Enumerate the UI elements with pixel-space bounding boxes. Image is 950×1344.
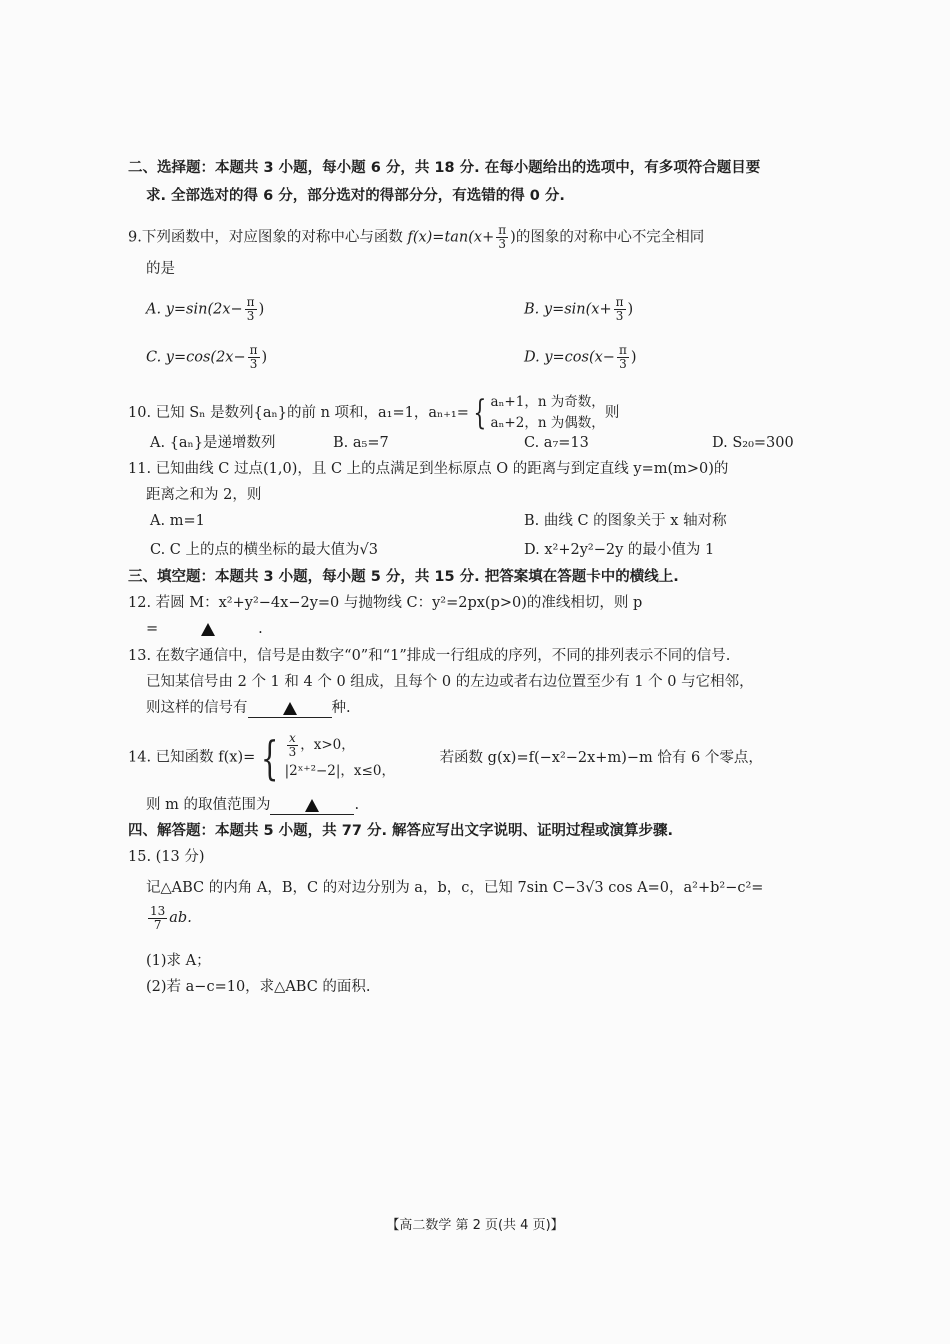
- section4-heading: 四、解答题：本题共 5 小题，共 77 分. 解答应写出文字说明、证明过程或演算步骤.: [128, 823, 674, 839]
- q14-case1-cond: ，x>0，: [300, 737, 355, 753]
- q10-stem: [128, 392, 619, 434]
- q9-option-c[interactable]: [146, 344, 267, 371]
- q9-option-c-frac: [248, 344, 260, 371]
- q14-cases: [285, 732, 395, 783]
- q11-option-d[interactable]: D. x²+2y²−2y 的最小值为 1: [524, 542, 715, 558]
- q9-option-b-frac: [614, 296, 626, 323]
- triangle-icon: [283, 702, 297, 715]
- q10-text-a: 10. 已知 Sₙ 是数列{aₙ}的前 n 项和，a₁=1，aₙ₊₁=: [128, 405, 469, 421]
- q14-case1: [285, 732, 395, 759]
- q9-option-a-post: ): [258, 301, 265, 318]
- q9-frac-den: 3: [498, 237, 507, 251]
- q10-option-a[interactable]: A. {aₙ}是递增数列: [150, 435, 276, 451]
- q9-option-b-num: π: [615, 295, 624, 309]
- q9-option-b-post: ): [627, 301, 634, 318]
- q9-option-d-pre: D. y=cos(x−: [524, 349, 615, 366]
- q9-option-b-den: 3: [615, 309, 624, 323]
- q14-case1-frac: [287, 732, 299, 759]
- q11-line1: 11. 已知曲线 C 过点(1,0)，且 C 上的点满足到坐标原点 O 的距离与到定直线 y=m(m>0)的: [128, 461, 729, 477]
- q9-option-a-num: π: [246, 295, 255, 309]
- q9-option-d-den: 3: [619, 357, 627, 371]
- q15-header: 15. (13 分): [128, 849, 205, 865]
- q13-line3: [146, 698, 351, 718]
- q14-stem: [128, 732, 763, 783]
- q14-line2: [146, 795, 359, 815]
- q9-option-c-post: ): [261, 349, 268, 366]
- q9-number: 9.: [128, 229, 142, 246]
- q10-cases: [491, 392, 605, 434]
- q15-frac-num: 13: [150, 903, 166, 918]
- q9-stem-cont: 的是: [146, 261, 175, 277]
- q13-line1: 13. 在数字通信中，信号是由数字“0”和“1”排成一行组成的序列，不同的排列表示不同的信号.: [128, 648, 731, 664]
- q9-func: f(x)=tan(x+: [407, 229, 495, 246]
- q15-part1: (1)求 A；: [146, 953, 211, 969]
- q11-option-a[interactable]: A. m=1: [150, 513, 205, 529]
- q9-option-b-pre: B. y=sin(x+: [524, 301, 612, 318]
- q14-brace: {: [261, 730, 279, 785]
- q9-option-a-den: 3: [246, 309, 255, 323]
- q12-line1: 12. 若圆 M：x²+y²−4x−2y=0 与抛物线 C：y²=2px(p>0)的准线相切，则 p: [128, 595, 643, 611]
- triangle-icon: [201, 623, 215, 636]
- section2-heading-line1: 二、选择题：本题共 3 小题，每小题 6 分，共 18 分. 在每小题给出的选项中，有多项符合题目要: [128, 160, 761, 176]
- q15-frac-post: ab.: [169, 910, 192, 926]
- q15-frac: [148, 905, 167, 932]
- q9-option-a-frac: [245, 296, 257, 323]
- q9-option-d-num: π: [618, 343, 627, 357]
- q9-stem: [128, 224, 704, 251]
- q9-text-a: 下列函数中，对应图象的对称中心与函数: [141, 229, 403, 246]
- section2-heading-line2: 求. 全部选对的得 6 分，部分选对的得部分分，有选错的得 0 分.: [146, 188, 565, 204]
- q11-line2: 距离之和为 2，则: [146, 487, 262, 503]
- q14-case2: |2ˣ⁺²−2|，x≤0，: [284, 763, 395, 779]
- q11-option-c[interactable]: C. C 上的点的横坐标的最大值为√3: [150, 542, 378, 558]
- q9-option-c-pre: C. y=cos(2x−: [146, 349, 246, 366]
- q13-line2: 已知某信号由 2 个 1 和 4 个 0 组成，且每个 0 的左边或者右边位置至少有 1 个 0 与它相邻，: [146, 674, 754, 690]
- q9-option-d[interactable]: [524, 344, 637, 371]
- q14-line2-a: 则 m 的取值范围为: [146, 797, 271, 813]
- q9-text-b: )的图象的对称中心不完全相同: [510, 229, 705, 246]
- q12-answer: = .: [146, 621, 263, 637]
- q9-option-c-den: 3: [249, 357, 258, 371]
- section3-heading: 三、填空题：本题共 3 小题，每小题 5 分，共 15 分. 把答案填在答题卡中的横线上.: [128, 569, 679, 585]
- q13-line3-b: 种.: [331, 700, 351, 716]
- q15-line1: 记△ABC 的内角 A，B，C 的对边分别为 a，b，c，已知 7sin C−3√3 cos A=0，a²+b²−c²=: [146, 880, 764, 896]
- q10-case2: aₙ+2，n 为偶数，: [490, 415, 605, 431]
- q13-line3-a: 则这样的信号有: [146, 700, 248, 716]
- q11-option-b[interactable]: B. 曲线 C 的图象关于 x 轴对称: [524, 513, 727, 529]
- q13-blank[interactable]: [248, 699, 332, 718]
- q10-option-b[interactable]: B. a₅=7: [333, 435, 389, 451]
- q10-option-d[interactable]: D. S₂₀=300: [712, 435, 794, 451]
- page-footer: 【高二数学 第 2 页(共 4 页)】: [386, 1218, 564, 1233]
- q9-option-d-post: ): [630, 349, 637, 366]
- q10-text-b: 则: [604, 405, 620, 421]
- q14-case1-num: x: [289, 731, 296, 745]
- q9-option-c-num: π: [249, 343, 258, 357]
- q12-blank[interactable]: [158, 620, 258, 639]
- q9-option-d-frac: [617, 344, 629, 371]
- q12-equals: =: [146, 621, 159, 637]
- q14-text-b: 若函数 g(x)=f(−x²−2x+m)−m 恰有 6 个零点，: [439, 749, 763, 766]
- q10-case1: aₙ+1，n 为奇数，: [490, 394, 605, 410]
- q14-blank[interactable]: [270, 796, 354, 815]
- q14-case1-den: 3: [288, 745, 297, 759]
- q15-frac-line: [146, 904, 192, 932]
- q15-part2: (2)若 a−c=10，求△ABC 的面积.: [146, 979, 371, 995]
- q9-frac-num: π: [498, 223, 507, 237]
- q15-frac-den: 7: [153, 917, 162, 932]
- q14-line2-b: .: [354, 797, 360, 813]
- q14-text-a: 14. 已知函数 f(x)=: [128, 749, 256, 766]
- q10-option-c[interactable]: C. a₇=13: [524, 435, 589, 451]
- triangle-icon: [305, 799, 319, 812]
- q9-option-b[interactable]: [524, 296, 633, 323]
- q10-brace: {: [473, 393, 487, 433]
- q9-option-a[interactable]: [146, 296, 264, 323]
- q9-frac: [496, 224, 508, 251]
- q9-option-a-pre: A. y=sin(2x−: [146, 301, 243, 318]
